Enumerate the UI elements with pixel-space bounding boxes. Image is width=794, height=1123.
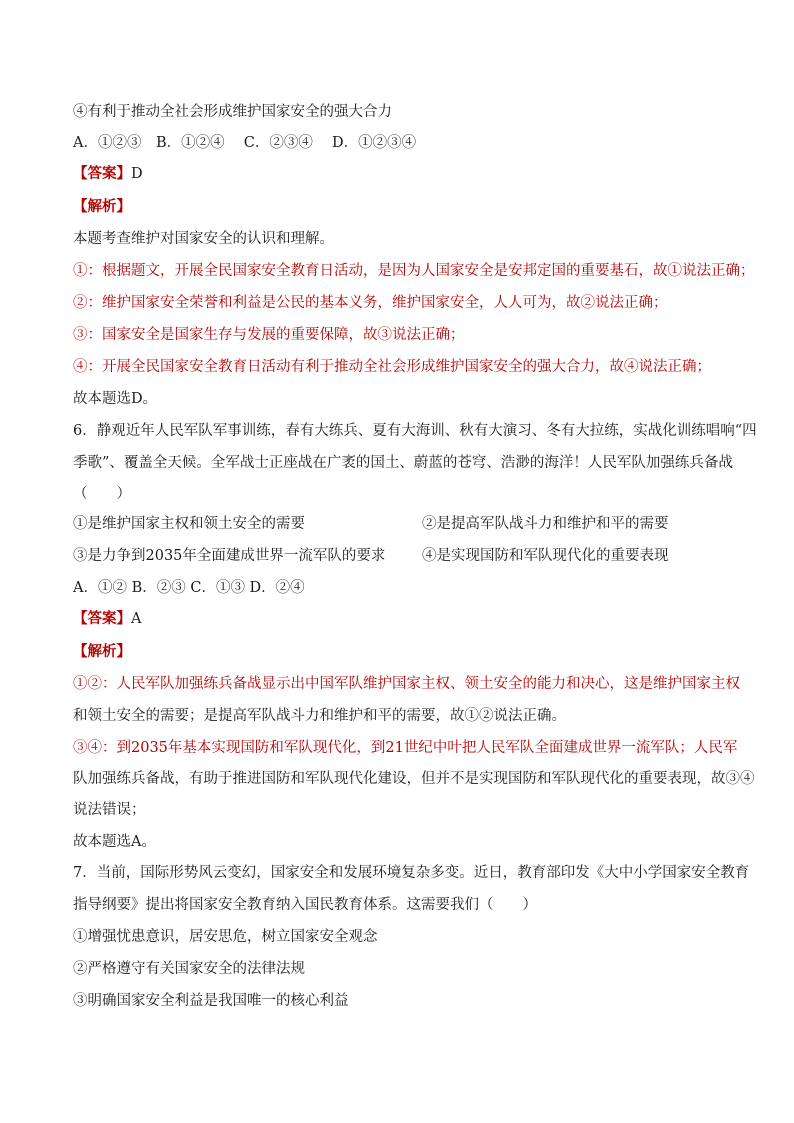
q6-option-1: ①是维护国家主权和领土安全的需要 (73, 516, 305, 532)
q7-stem-line-2: 指导纲要》提出将国家安全教育纳入国民教育体系。这需要我们（ ） (73, 897, 537, 913)
q6-answer: A (131, 611, 142, 627)
answer-tag: 【答案】 (73, 610, 131, 627)
q6-stem-line-2: 季歌”、覆盖全天候。全军战士正座战在广袤的国土、蔚蓝的苍穹、浩渺的海洋！人民军队加强练兵备战 (73, 455, 733, 471)
q5-explain-4: ④：开展全民国家安全教育日活动有利于推动全社会形成维护国家安全的强大合力，故④说法正确； (73, 359, 711, 375)
q5-analysis-tag: 【解析】 (73, 198, 131, 215)
q6-explain-1-line-1: ①②：人民军队加强练兵备战显示出中国军队维护国家主权、领土安全的能力和决心，这是维护国家主权 (73, 676, 740, 692)
q5-intro: 本题考查维护对国家安全的认识和理解。 (73, 231, 334, 247)
q5-explain-3: ③：国家安全是国家生存与发展的重要保障，故③说法正确； (73, 327, 465, 343)
q7-option-3: ③明确国家安全利益是我国唯一的核心利益 (73, 993, 349, 1009)
q6-conclusion: 故本题选A。 (73, 834, 156, 850)
q6-option-3: ③是力争到2035年全面建成世界一流军队的要求 (73, 548, 386, 564)
q7-option-1: ①增强忧患意识，居安思危，树立国家安全观念 (73, 929, 378, 945)
q6-stem-line-1: 6．静观近年人民军队军事训练，春有大练兵、夏有大海训、秋有大演习、冬有大拉练，实战化训练唱响“四 (73, 423, 757, 439)
q6-explain-1-line-2: 和领土安全的需要；是提高军队战斗力和维护和平的需要，故①②说法正确。 (73, 708, 566, 724)
answer-tag: 【答案】 (73, 165, 131, 182)
q7-option-2: ②严格遵守有关国家安全的法律法规 (73, 961, 305, 977)
q6-answer-blank: （ ） (73, 486, 131, 502)
q6-choices: A．①② B．②③ C．①③ D．②④ (73, 580, 305, 596)
q5-answer-line (73, 165, 143, 183)
q5-explain-1: ①：根据题文，开展全民国家安全教育日活动，是因为人国家安全是安邦定国的重要基石，故①说法正确； (73, 263, 755, 279)
q6-answer-line (73, 610, 141, 628)
q6-explain-2-line-2: 队加强练兵备战，有助于推进国防和军队现代化建设，但并不是实现国防和军队现代化的重要表现，故③④ (73, 771, 755, 787)
q7-stem-line-1: 7．当前，国际形势风云变幻，国家安全和发展环境复杂多变。近日，教育部印发《大中小学国家安全教育 (73, 865, 750, 881)
q6-option-4: ④是实现国防和军队现代化的重要表现 (422, 548, 669, 564)
q6-explain-2-line-3: 说法错误； (73, 802, 146, 818)
q6-explain-2-line-1: ③④：到2035年基本实现国防和军队现代化，到21世纪中叶把人民军队全面建成世界一流军队；人民军 (73, 740, 738, 756)
q5-answer: D (131, 166, 143, 182)
q6-option-2: ②是提高军队战斗力和维护和平的需要 (422, 516, 669, 532)
q5-option-4: ④有利于推动全社会形成维护国家安全的强大合力 (73, 104, 392, 120)
q5-choices: A．①②③ B．①②④ C．②③④ D．①②③④ (73, 135, 417, 151)
q5-conclusion: 故本题选D。 (73, 391, 158, 407)
q5-explain-2: ②：维护国家安全荣誉和利益是公民的基本义务，维护国家安全，人人可为，故②说法正确； (73, 295, 668, 311)
q6-analysis-tag: 【解析】 (73, 643, 131, 660)
